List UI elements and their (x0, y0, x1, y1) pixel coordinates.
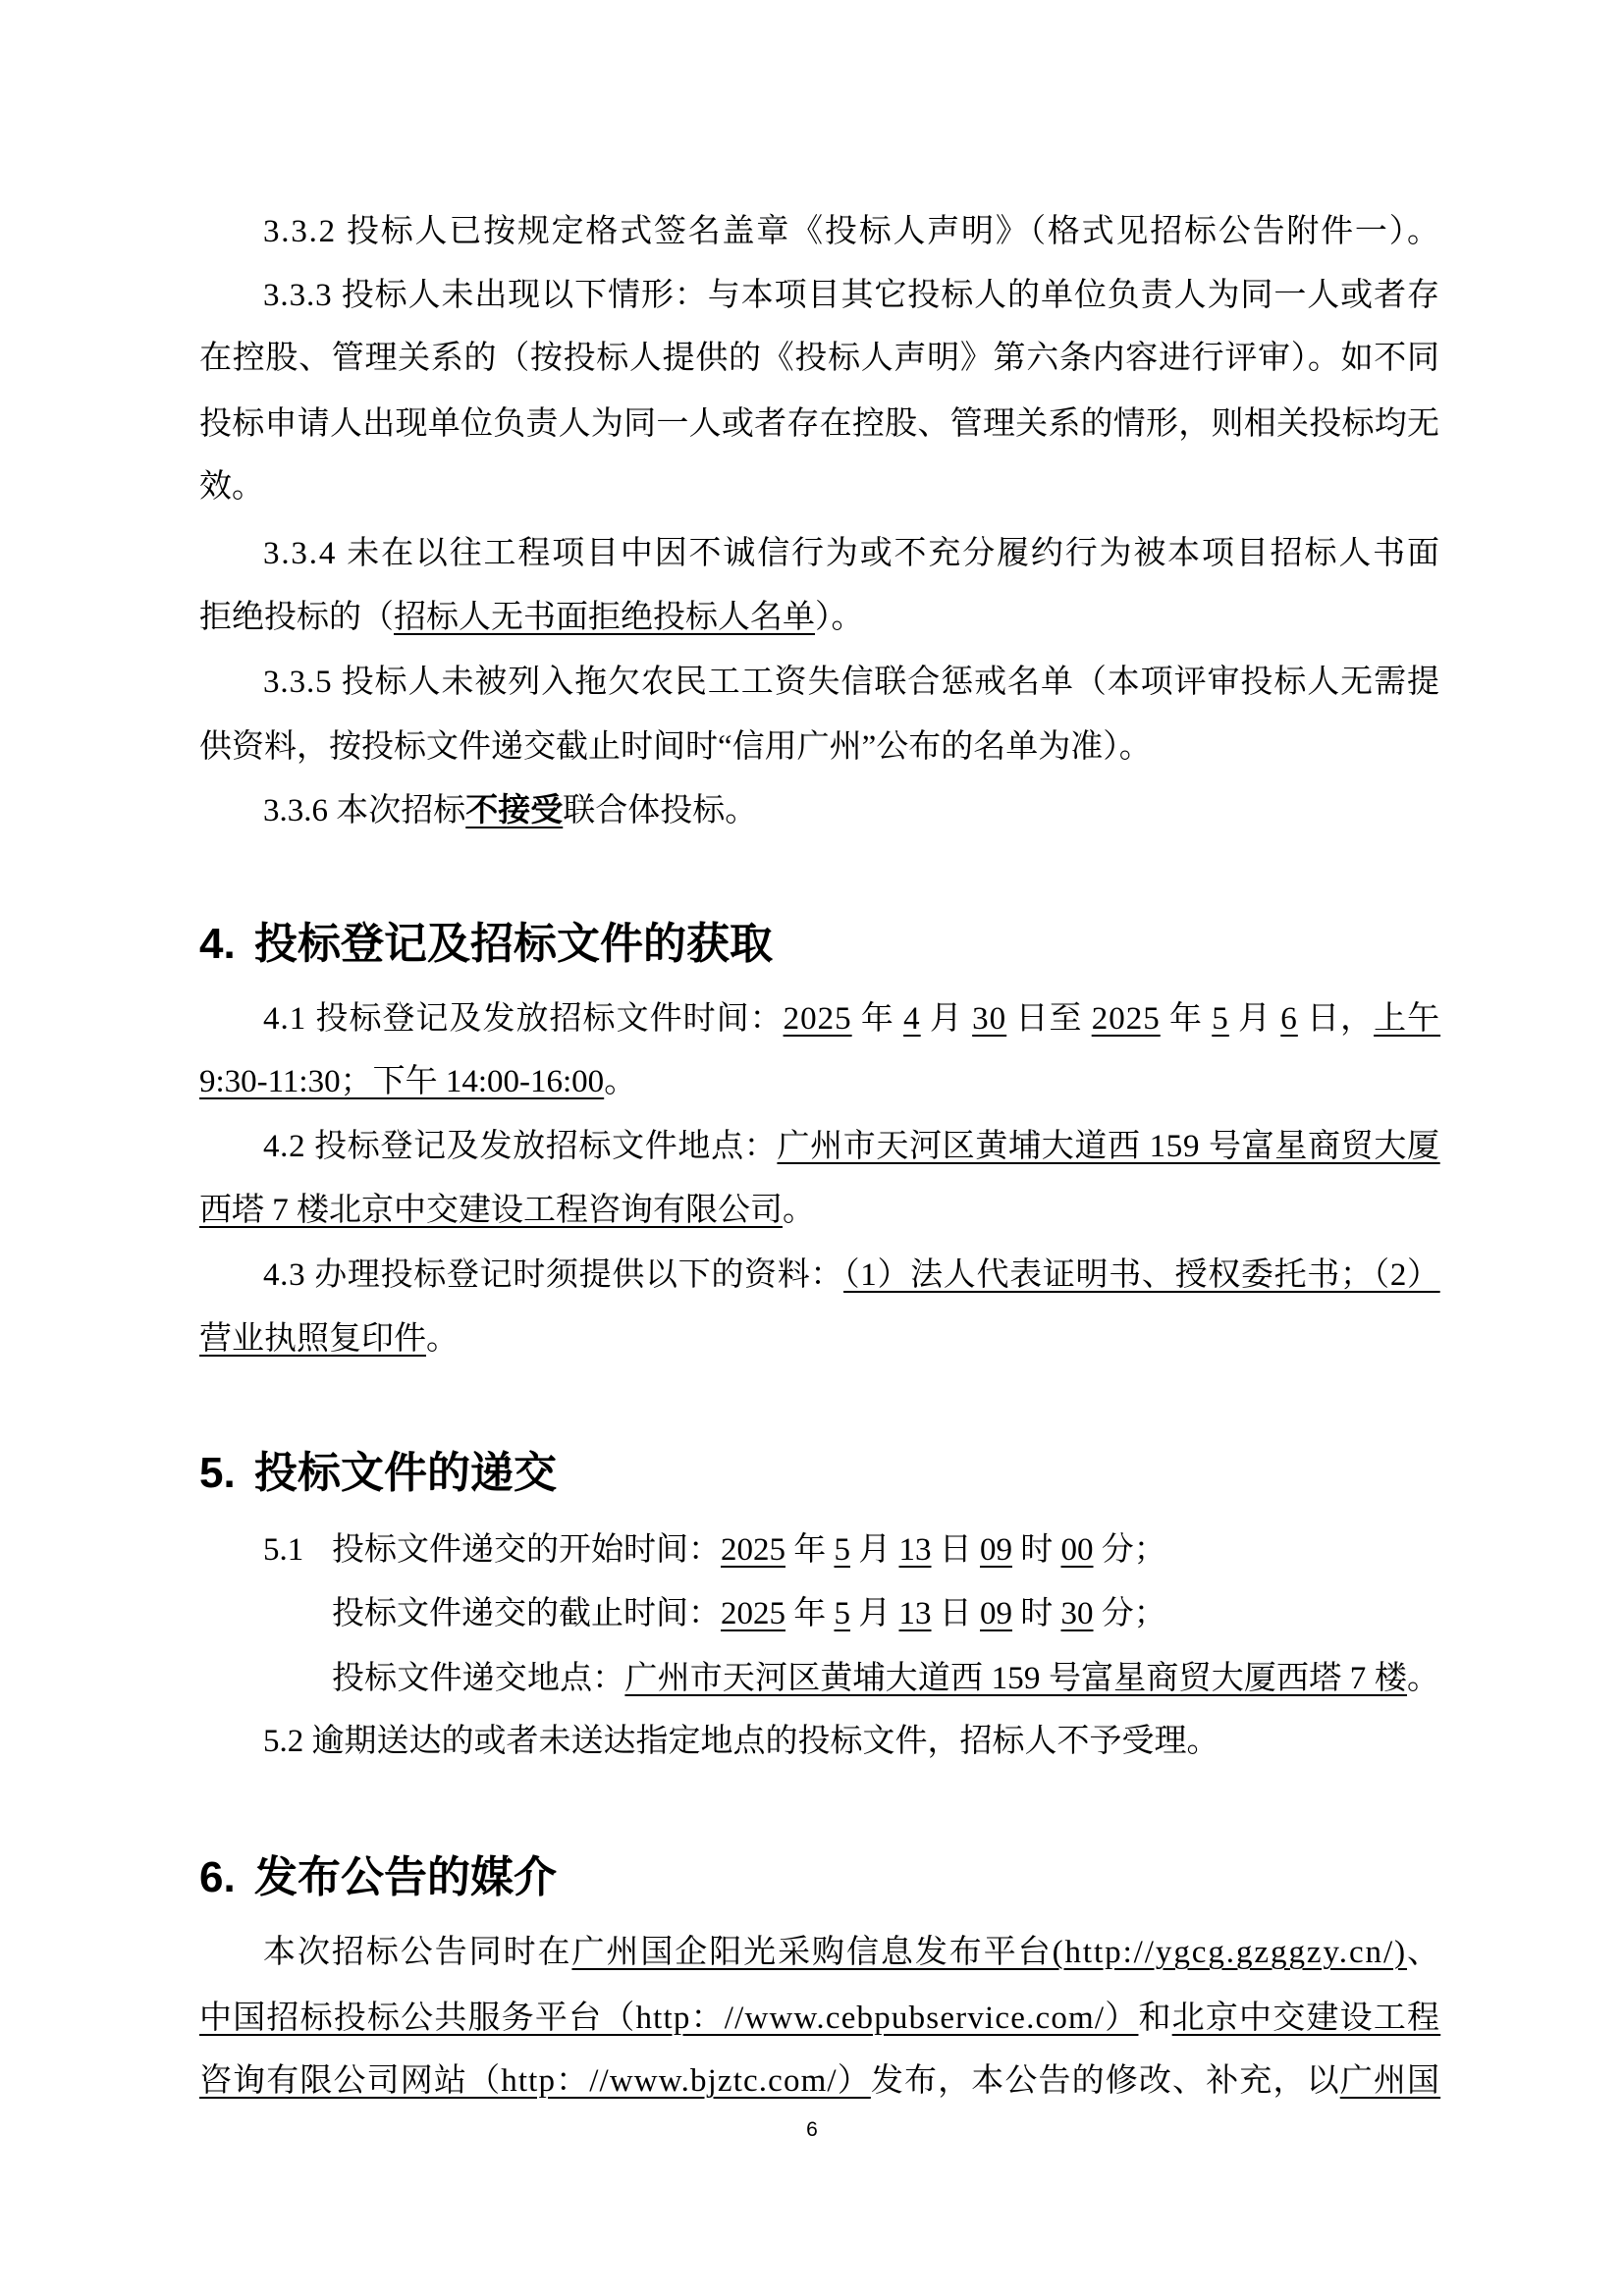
registration-address-field: 广州市天河区黄埔大道西 159 号富星商贸大厦 (777, 1129, 1440, 1164)
clause-4-2-line-1 (263, 1122, 1439, 1171)
clause-3-3-5-line-1 (263, 658, 1439, 707)
section-6-title: 发布公告的媒介 (254, 1853, 557, 1901)
clause-3-3-4-text: 3.3.4 未在以往工程项目中因不诚信行为或不充分履约行为被本项目招标人书面 (263, 536, 1441, 571)
media-paragraph-text: 本次招标公告同时在 (263, 1935, 572, 1970)
clause-3-3-5-text: 3.3.5 投标人未被列入拖欠农民工工资失信联合惩戒名单（本项评审投标人无需提 (263, 665, 1440, 700)
registration-start-day: 30 (972, 1001, 1007, 1037)
clause-5-1-text: 年 (785, 1596, 835, 1631)
cebpubservice-platform-field: 中国招标投标公共服务平台（http：//www.cebpubservice.com/） (199, 2001, 1139, 2036)
section-6-number: 6. (199, 1853, 236, 1901)
page-number: 6 (806, 2118, 818, 2141)
section-4-heading (199, 915, 773, 974)
section-4-title: 投标登记及招标文件的获取 (254, 920, 773, 968)
clause-3-3-3-text: 3.3.3 投标人未出现以下情形：与本项目其它投标人的单位负责人为同一人或者存 (263, 278, 1440, 313)
bjztc-website-field: 咨询有限公司网站（http：//www.bjztc.com/） (199, 2063, 871, 2099)
line-text (263, 278, 1440, 313)
line-text (199, 1193, 815, 1228)
submission-address-field: 广州市天河区黄埔大道西 159 号富星商贸大厦西塔 7 楼 (624, 1661, 1408, 1696)
clause-4-1-text: 日， (1297, 1001, 1375, 1037)
registration-start-month: 4 (903, 1001, 921, 1037)
clause-4-3-line-2 (199, 1314, 1439, 1363)
clause-3-3-3-text: 效。 (199, 469, 264, 505)
clause-3-3-2-line-1 (263, 207, 1439, 256)
bjztc-website-field: 北京中交建设工程 (1171, 2001, 1441, 2036)
line-text (199, 341, 1440, 376)
clause-5-1-text: 分； (1093, 1596, 1166, 1631)
line-text (263, 1935, 1441, 1970)
clause-4-2-text: 4.2 投标登记及发放招标文件地点： (263, 1129, 778, 1164)
registration-start-year: 2025 (783, 1001, 852, 1037)
gz-sunshine-platform-field: 广州国企阳光采购信息发布平台(http://ygcg.gzggzy.cn/) (571, 1935, 1407, 1970)
submission-deadline-day: 13 (898, 1596, 932, 1631)
registration-end-day: 6 (1280, 1001, 1298, 1037)
line-text (263, 1257, 1440, 1293)
media-paragraph-line-2 (199, 1994, 1439, 2043)
submission-start-month: 5 (834, 1532, 850, 1568)
clause-5-1-text: 投标文件递交的开始时间： (332, 1532, 721, 1568)
clause-4-1-text: 年 (851, 1001, 904, 1037)
clause-4-1-line-1 (263, 994, 1439, 1043)
clause-3-3-6-line-1 (263, 786, 1439, 835)
line-text (263, 793, 757, 828)
media-paragraph-line-1 (263, 1928, 1439, 1977)
clause-4-3-text: 。 (426, 1321, 459, 1357)
clause-5-1-line-1 (263, 1525, 1439, 1575)
clause-4-1-text: 月 (920, 1001, 973, 1037)
media-paragraph-text: 、 (1407, 1935, 1441, 1970)
line-text (263, 1001, 1440, 1037)
clause-4-1-line-2 (199, 1057, 1439, 1106)
clause-3-3-3-text: 投标申请人出现单位负责人为同一人或者存在控股、管理关系的情形，则相关投标均无 (199, 406, 1440, 442)
registration-hours-field: 上午 (1374, 1001, 1441, 1037)
media-paragraph-text: 发布，本公告的修改、补充，以 (870, 2063, 1340, 2099)
clause-5-2-line-1 (263, 1717, 1439, 1766)
registration-hours-field: 9:30-11:30；下午 14:00-16:00 (199, 1064, 605, 1099)
clause-3-3-4-line-1 (263, 529, 1439, 578)
clause-3-3-3-line-4 (199, 462, 1439, 511)
line-text (199, 729, 1152, 765)
media-paragraph-line-3 (199, 2056, 1439, 2106)
line-text (199, 2063, 1440, 2099)
clause-4-1-text: 4.1 投标登记及发放招标文件时间： (263, 1001, 784, 1037)
clause-5-1-text: 投标文件递交地点： (332, 1661, 625, 1696)
section-5-number: 5. (199, 1449, 236, 1497)
clause-3-3-4-line-2 (199, 593, 1439, 642)
clause-3-3-3-line-1 (263, 271, 1439, 320)
clause-4-1-text: 。 (604, 1064, 637, 1099)
required-documents-field: （1）法人代表证明书、授权委托书；（2） (843, 1257, 1440, 1293)
clause-5-1-text: 月 (850, 1532, 899, 1568)
registration-end-year: 2025 (1091, 1001, 1161, 1037)
clause-5-1-text: 时 (1012, 1596, 1061, 1631)
submission-deadline-year: 2025 (721, 1596, 785, 1631)
clause-4-2-line-2 (199, 1186, 1439, 1235)
submission-start-day: 13 (898, 1532, 932, 1568)
clause-5-1-number: 5.1 (263, 1532, 304, 1568)
clause-3-3-4-text: 拒绝投标的（ (199, 600, 394, 635)
line-text (263, 665, 1440, 700)
clause-5-1-line-3 (332, 1654, 1439, 1703)
clause-5-1-text: 日 (931, 1596, 980, 1631)
clause-3-3-3-line-3 (199, 400, 1439, 449)
clause-3-3-5-line-2 (199, 722, 1439, 772)
line-text (332, 1596, 1166, 1631)
clause-4-2-text: 。 (783, 1193, 815, 1228)
clause-4-1-text: 日至 (1006, 1001, 1092, 1037)
clause-5-1-line-2 (332, 1589, 1439, 1638)
clause-5-1-text: 年 (785, 1532, 835, 1568)
consortium-acceptance-field: 不接受 (465, 793, 564, 828)
submission-start-hour: 09 (980, 1532, 1012, 1568)
submission-deadline-minute: 30 (1060, 1596, 1094, 1631)
clause-3-3-3-line-2 (199, 334, 1439, 383)
clause-3-3-6-text: 3.3.6 本次招标 (263, 793, 466, 828)
registration-end-month: 5 (1212, 1001, 1229, 1037)
clause-3-3-5-text: 供资料，按投标文件递交截止时间时“信用广州”公布的名单为准）。 (199, 729, 1152, 765)
clause-3-3-2-text: 3.3.2 投标人已按规定格式签名盖章《投标人声明》（格式见招标公告附件一）。 (263, 214, 1441, 249)
clause-4-1-text: 月 (1228, 1001, 1281, 1037)
section-5-title: 投标文件的递交 (254, 1449, 557, 1497)
clause-3-3-4-text: ）。 (815, 600, 864, 635)
section-5-heading (199, 1444, 557, 1503)
line-text (199, 1321, 459, 1357)
line-text (199, 469, 264, 505)
clause-5-2-text: 5.2 逾期送达的或者未送达指定地点的投标文件，招标人不予受理。 (263, 1724, 1219, 1759)
line-text (263, 214, 1441, 249)
line-text (263, 1724, 1219, 1759)
clause-5-1-text: 时 (1012, 1532, 1061, 1568)
line-text (263, 1129, 1440, 1164)
line-text (199, 2001, 1440, 2036)
clause-3-3-3-text: 在控股、管理关系的（按投标人提供的《投标人声明》第六条内容进行评审）。如不同 (199, 341, 1440, 376)
line-text (263, 536, 1441, 571)
media-paragraph-text: 和 (1138, 2001, 1172, 2036)
clause-4-3-text: 4.3 办理投标登记时须提供以下的资料： (263, 1257, 844, 1293)
rejected-bidders-list-field: 招标人无书面拒绝投标人名单 (394, 600, 815, 635)
submission-start-year: 2025 (721, 1532, 785, 1568)
section-4-number: 4. (199, 920, 236, 968)
line-text (199, 406, 1439, 442)
registration-address-field: 西塔 7 楼北京中交建设工程咨询有限公司 (199, 1193, 783, 1228)
submission-start-minute: 00 (1060, 1532, 1094, 1568)
clause-5-1-text: 分； (1093, 1532, 1166, 1568)
submission-deadline-month: 5 (834, 1596, 850, 1631)
clause-4-3-line-1 (263, 1251, 1439, 1300)
line-text (199, 1064, 636, 1099)
clause-5-1-text: 日 (931, 1532, 980, 1568)
required-documents-field: 营业执照复印件 (199, 1321, 426, 1357)
submission-deadline-hour: 09 (980, 1596, 1012, 1631)
line-text (263, 1532, 1166, 1568)
clause-4-1-text: 年 (1160, 1001, 1213, 1037)
clause-3-3-6-text: 联合体投标。 (563, 793, 758, 828)
gz-platform-continued-field: 广州国 (1339, 2063, 1441, 2099)
clause-5-1-text: 月 (850, 1596, 899, 1631)
section-6-heading (199, 1848, 557, 1907)
line-text (199, 600, 864, 635)
clause-5-1-text: 。 (1407, 1661, 1440, 1696)
line-text (332, 1661, 1439, 1696)
clause-5-1-text: 投标文件递交的截止时间： (332, 1596, 721, 1631)
